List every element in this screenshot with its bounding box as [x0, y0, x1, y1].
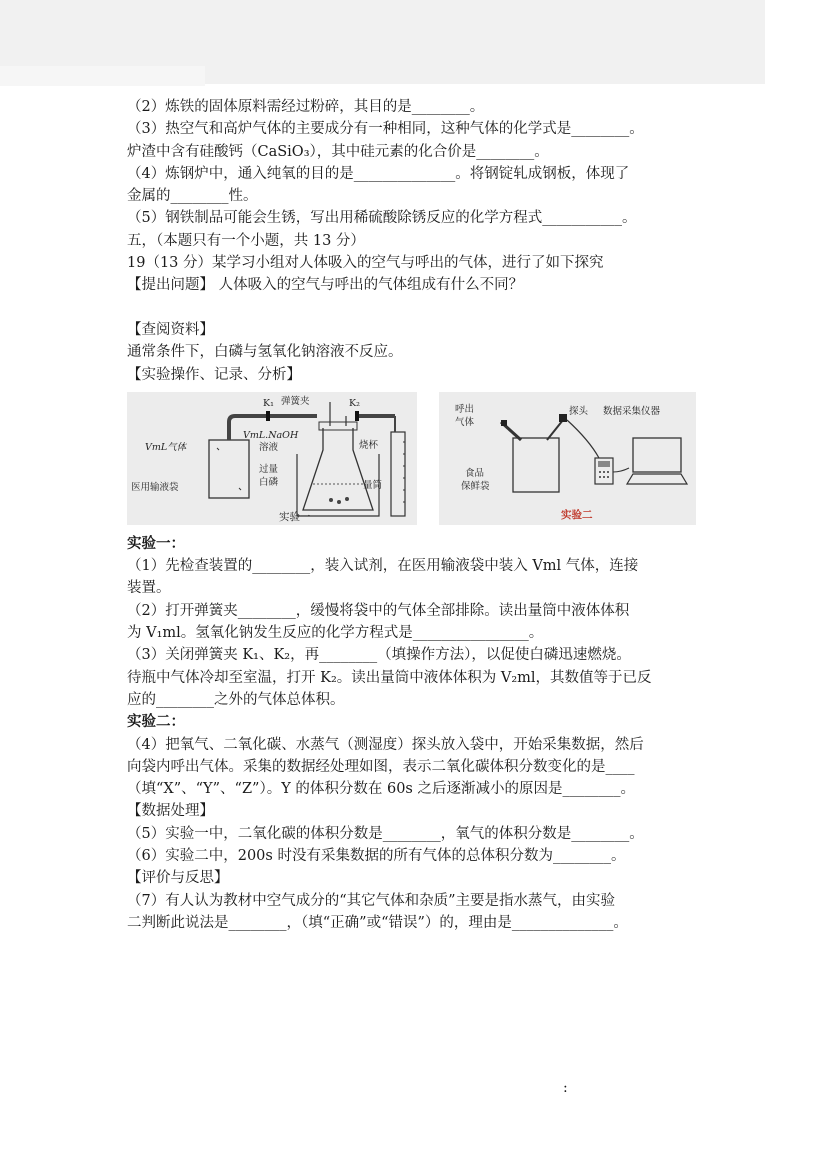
- label-spring-clip: 弹簧夹: [281, 395, 310, 407]
- exam-page-content: [127, 96, 707, 934]
- figure2-caption: 实验二: [561, 508, 593, 521]
- text-line: 【评价与反思】: [127, 870, 229, 887]
- text-line: 向袋内呼出气体。采集的数据经处理如图，表示二氧化碳体积分数变化的是____: [127, 758, 635, 775]
- question-19-intro: 19（13 分）某学习小组对人体吸入的空气与呼出的气体，进行了如下探究: [127, 255, 604, 272]
- text-line: 二判断此说法是________，（填“正确”或“错误”）的，理由是______________。: [127, 914, 628, 931]
- text-line: （4）炼钢炉中，通入纯氧的目的是______________。将钢锭轧成钢板，体现了: [127, 165, 630, 182]
- experiment-two-figure: [439, 392, 696, 525]
- text-line: 【数据处理】: [127, 803, 214, 820]
- text-line: （1）先检查装置的________，装入试剂，在医用输液袋中装入 Vml 气体，连接: [127, 558, 639, 575]
- label-exhaled-2: 气体: [455, 416, 475, 428]
- text-line: （2）打开弹簧夹________，缓慢将袋中的气体全部排除。读出量筒中液体体积: [127, 602, 630, 619]
- text-line: 【实验操作、记录、分析】: [127, 366, 301, 383]
- text-line: 金属的________性。: [127, 188, 258, 205]
- text-line: 装置。: [127, 580, 171, 597]
- text-line: 应的________之外的气体总体积。: [127, 691, 345, 708]
- text-line: （7）有人认为教材中空气成分的“其它气体和杂质”主要是指水蒸气，由实验: [127, 892, 616, 909]
- text-line: 为 V₁ml。氢氧化钠发生反应的化学方程式是________________。: [127, 625, 544, 642]
- blank-line: [127, 297, 707, 319]
- text-line: 【提出问题】 人体吸入的空气与呼出的气体组成有什么不同？: [127, 277, 524, 294]
- label-cylinder: 量筒: [363, 479, 383, 491]
- text-line: （3）关闭弹簧夹 K₁、K₂，再________（填操作方法），以促使白磷迅速燃烧。: [127, 647, 631, 664]
- label-probe: 探头: [569, 405, 589, 417]
- footer-mark: :: [563, 1080, 568, 1096]
- text-line: 【查阅资料】: [127, 321, 214, 338]
- label-k2: K₂: [349, 397, 360, 409]
- section-heading: 五，（本题只有一个小题，共 13 分）: [127, 232, 365, 249]
- label-beaker: 烧杯: [359, 439, 379, 451]
- label-k1: K₁: [263, 397, 274, 409]
- text-line: （5）实验一中，二氧化碳的体积分数是________，氧气的体积分数是________。: [127, 825, 644, 842]
- figure1-caption: 实验一: [279, 510, 311, 523]
- label-exhaled-1: 呼出: [455, 403, 475, 415]
- text-line: 待瓶中气体冷却至室温，打开 K₂。读出量筒中液体体积为 V₂ml，其数值等于已反: [127, 669, 652, 686]
- text-line: （填“X”、“Y”、“Z”）。Y 的体积分数在 60s 之后逐渐减小的原因是________。: [127, 781, 635, 798]
- text-line: （6）实验二中，200s 时没有采集数据的所有气体的总体积分数为________。: [127, 848, 626, 865]
- label-food-1: 食品: [465, 467, 485, 479]
- experiment-two-heading: 实验二：: [127, 713, 185, 731]
- text-line: 通常条件下，白磷与氢氧化钠溶液不反应。: [127, 344, 403, 361]
- label-food-2: 保鲜袋: [461, 480, 490, 492]
- text-line: （4）把氧气、二氧化碳、水蒸气（测湿度）探头放入袋中，开始采集数据，然后: [127, 736, 644, 753]
- label-white-phosphorus: 白磷: [259, 476, 279, 488]
- scan-header-band-lower: [0, 66, 205, 86]
- text-line: （5）钢铁制品可能会生锈，写出用稀硫酸除锈反应的化学方程式___________。: [127, 210, 637, 227]
- label-iv-bag: 医用输液袋: [131, 481, 179, 493]
- experiment-one-heading: 实验一：: [127, 534, 185, 552]
- label-solution: 溶液: [259, 441, 279, 453]
- experiment-figures: [127, 389, 707, 529]
- text-line: （2）炼铁的固体原料需经过粉碎，其目的是________。: [127, 99, 485, 115]
- label-vml-gas: VmL气体: [145, 441, 187, 453]
- label-data-device: 数据采集仪器: [603, 405, 661, 417]
- text-line: （3）热空气和高炉气体的主要成分有一种相同，这种气体的化学式是________。: [127, 121, 644, 138]
- label-vml-naoh: VmL.NaOH: [243, 429, 299, 441]
- text-line: 炉渣中含有硅酸钙（CaSiO₃），其中硅元素的化合价是________。: [127, 143, 549, 160]
- label-excess: 过量: [259, 463, 279, 475]
- experiment-one-figure: [127, 392, 417, 525]
